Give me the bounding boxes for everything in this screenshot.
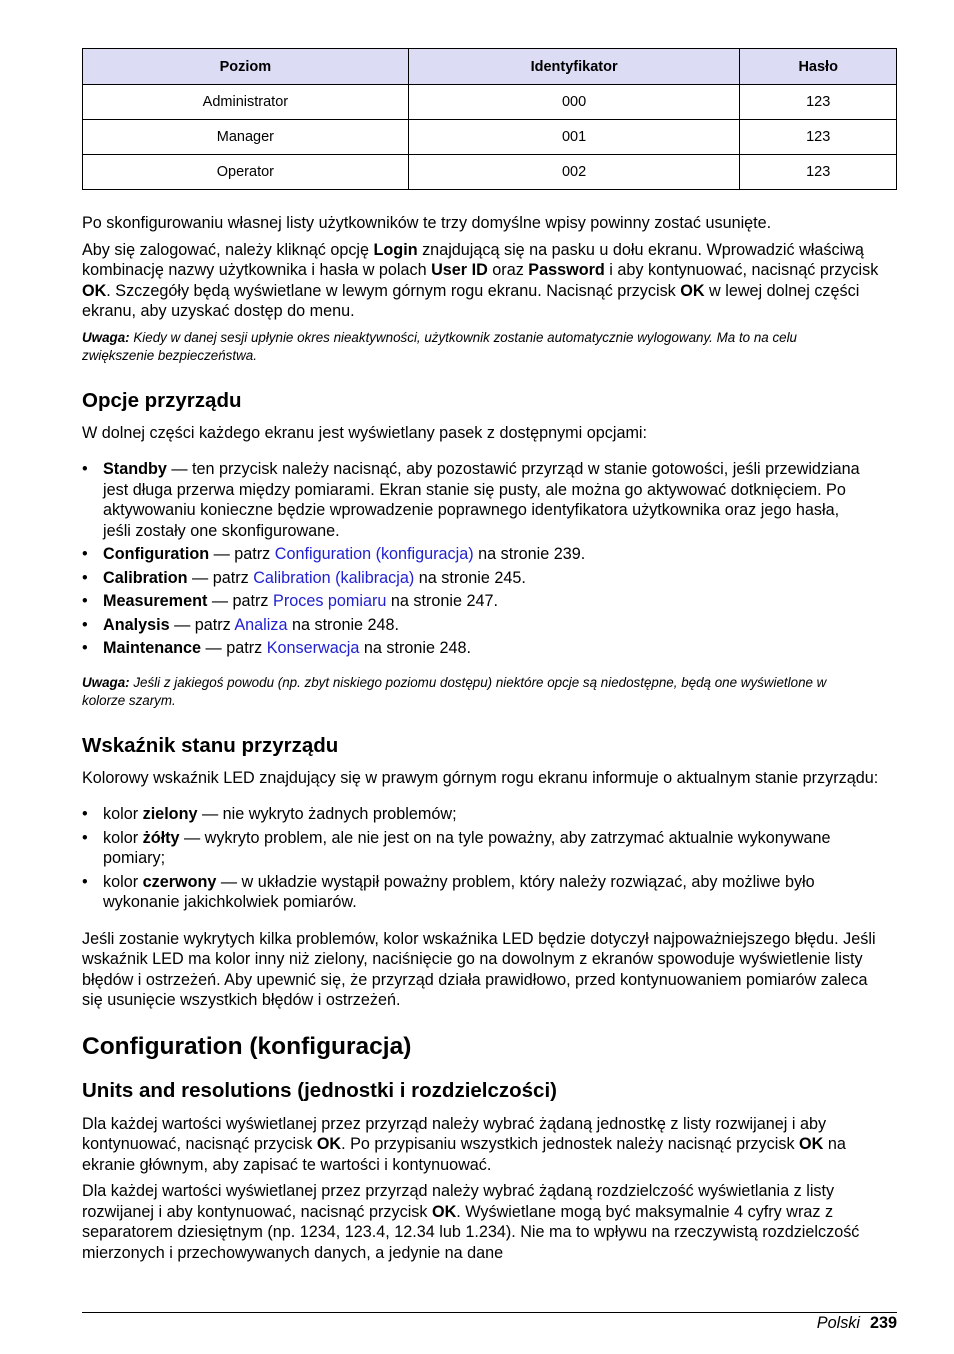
table-cell: 123 <box>740 120 897 155</box>
units-paragraph: Dla każdej wartości wyświetlanej przez przyrząd należy wybrać żądaną jednostkę z listy rozwijanej i aby kontynuować, nacisnąć przycisk OK. Po przypisaniu wszystkich jednostek należy nacisnąć przycisk OK na ekranie głównym, aby zapisać te wartości i kontynuować. <box>82 1114 846 1174</box>
page-footer <box>817 1313 897 1333</box>
table-cell: Manager <box>83 120 409 155</box>
table-cell: 123 <box>740 155 897 190</box>
table-row <box>83 120 897 155</box>
table-header-password: Hasło <box>740 49 897 85</box>
options-heading: Opcje przyrządu <box>82 388 242 412</box>
maintenance-link[interactable]: Konserwacja <box>266 639 360 657</box>
table-cell: 000 <box>408 85 740 120</box>
table-cell: 123 <box>740 85 897 120</box>
options-list <box>82 459 897 659</box>
table-header-row <box>83 49 897 85</box>
footer-rule <box>82 1312 897 1313</box>
list-item: • Standby — ten przycisk należy nacisnąć, aby pozostawić przyrząd w stanie gotowości, jeśli przewidziana jest długa przerwa między pomiarami. Ekran stanie się pusty, ale można go aktywować dotknięciem. Po aktywowaniu konieczne będzie wprowadzenie poprawnego identyfikatora użytkownika oraz jego hasła, jeśli zostały one skonfigurowane. <box>82 460 860 540</box>
page-content <box>82 48 897 1263</box>
options-intro: W dolnej części każdego ekranu jest wyświetlany pasek z dostępnymi opcjami: <box>82 423 648 442</box>
table-header-level: Poziom <box>83 49 409 85</box>
status-list <box>82 804 897 913</box>
configuration-heading: Configuration (konfiguracja) <box>82 1032 412 1060</box>
session-note: Uwaga: Kiedy w danej sesji upłynie okres nieaktywności, użytkownik zostanie automatycznie wylogowany. Ma to na celu zwiększenie bezpieczeństwa. <box>82 329 798 363</box>
list-item: • kolor czerwony — w układzie wystąpił poważny problem, który należy rozwiązać, aby możliwe było wykonanie jakichkolwiek pomiarów. <box>82 872 815 911</box>
table-cell: 002 <box>408 155 740 190</box>
list-item: • Maintenance — patrz Konserwacja na stronie 248. <box>82 639 472 657</box>
list-item: • Calibration — patrz Calibration (kalibracja) na stronie 245. <box>82 568 526 587</box>
units-heading: Units and resolutions (jednostki i rozdzielczości) <box>82 1078 557 1102</box>
list-item: • Configuration — patrz Configuration (konfiguracja) na stronie 239. <box>82 545 586 563</box>
table-header-id: Identyfikator <box>408 49 740 85</box>
measurement-link[interactable]: Proces pomiaru <box>273 592 387 610</box>
configuration-link[interactable]: Configuration (konfiguracja) <box>274 545 474 563</box>
resolution-paragraph: Dla każdej wartości wyświetlanej przez przyrząd należy wybrać żądaną rozdzielczość wyświetlania z listy rozwijanej i aby kontynuować, nacisnąć przycisk OK. Wyświetlane mogą być maksymalnie 4 cyfry wraz z separatorem dziesiętnym (np. 1234, 123.4, 12.34 lub 1.234). Nie ma to wpływu na rzeczywistą rozdzielczość mierzonych i przechowywanych danych, a jedynie na dane <box>82 1182 860 1262</box>
list-item: • kolor zielony — nie wykryto żadnych problemów; <box>82 805 457 823</box>
default-users-table <box>82 48 897 190</box>
table-row <box>83 85 897 120</box>
status-outro: Jeśli zostanie wykrytych kilka problemów, kolor wskaźnika LED będzie dotyczył najpoważniejszego błędu. Jeśli wskaźnik LED ma kolor inny niż zielony, naciśnięcie go na dowolnym z ekranów spowoduje wyświetlenie listy błędów i ostrzeżeń. Aby upewnić się, że przyrząd działa prawidłowo, przed kontynuowaniem pomiarów zaleca się usunięcie wszystkich błędów i ostrzeżeń. <box>82 929 876 1009</box>
status-intro: Kolorowy wskaźnik LED znajdujący się w prawym górnym rogu ekranu informuje o aktualnym stanie przyrządu: <box>82 768 879 787</box>
list-item: • kolor żółty — wykryto problem, ale nie jest on na tyle poważny, aby zatrzymać aktualnie wykonywane pomiary; <box>82 828 831 867</box>
remove-defaults-paragraph: Po skonfigurowaniu własnej listy użytkowników te trzy domyślne wpisy powinny zostać usunięte. <box>82 214 772 232</box>
list-item: • Measurement — patrz Proces pomiaru na stronie 247. <box>82 592 498 610</box>
calibration-link[interactable]: Calibration (kalibracja) <box>253 568 415 587</box>
table-cell: Operator <box>83 155 409 190</box>
options-note: Uwaga: Jeśli z jakiegoś powodu (np. zbyt niskiego poziomu dostępu) niektóre opcje są niedostępne, będą one wyświetlone w kolorze szarym. <box>82 674 827 708</box>
login-paragraph: Aby się zalogować, należy kliknąć opcję Login znajdującą się na pasku u dołu ekranu. Wprowadzić właściwą kombinację nazwy użytkownika i hasła w polach User ID oraz Password i aby kontynuować, nacisnąć przycisk OK. Szczegóły będą wyświetlane w lewym górnym rogu ekranu. Nacisnąć przycisk OK w lewej dolnej części ekranu, aby uzyskać dostęp do menu. <box>82 240 879 320</box>
analysis-link[interactable]: Analiza <box>234 615 288 634</box>
page-number: 239 <box>869 1314 897 1332</box>
table-cell: Administrator <box>83 85 409 120</box>
footer-language: Polski <box>816 1314 860 1332</box>
list-item: • Analysis — patrz Analiza na stronie 248. <box>82 615 400 634</box>
status-heading: Wskaźnik stanu przyrządu <box>82 733 339 757</box>
table-row <box>83 155 897 190</box>
table-cell: 001 <box>408 120 740 155</box>
